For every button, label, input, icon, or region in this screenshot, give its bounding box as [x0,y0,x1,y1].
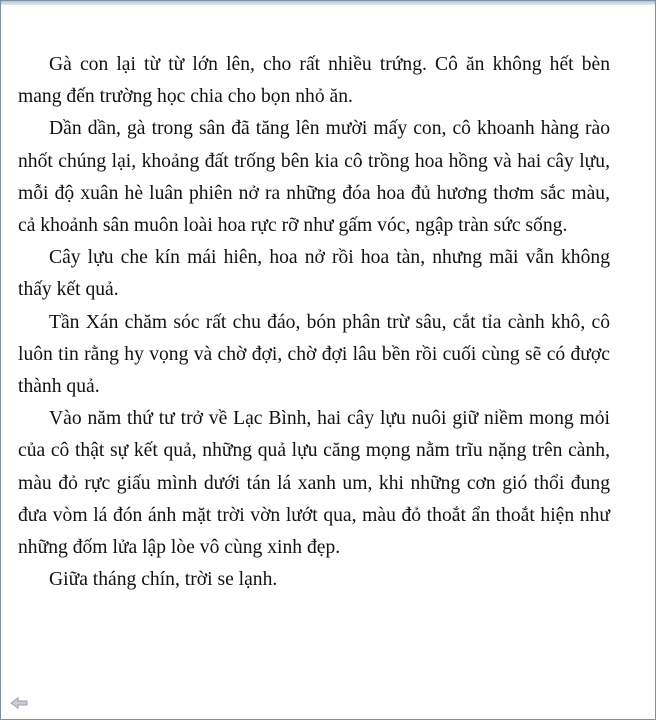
paragraph: Giữa tháng chín, trời se lạnh. [49,569,278,591]
back-arrow-icon[interactable] [10,696,28,708]
window-top-edge [1,1,655,5]
paragraph: Gà con lại từ từ lớn lên, cho rất nhiều trứng. Cô ăn không hết bèn mang đến trường học chia cho bọn nhỏ ăn. [18,54,610,108]
back-arrow-glyph [10,697,28,709]
paragraph: Cây lựu che kín mái hiên, hoa nở rồi hoa tàn, nhưng mãi vẫn không thấy kết quả. [18,247,610,301]
paragraph: Dần dần, gà trong sân đã tăng lên mười mấy con, cô khoanh hàng rào nhốt chúng lại, khoảng đất trống bên kia cô trồng hoa hồng và hai cây lựu, mỗi độ xuân hè luân phiên nở ra những đóa hoa đủ hương thơm sắc màu, cả khoảnh sân muôn loài hoa rực rỡ như gấm vóc, ngập tràn sức sống. [18,118,610,237]
paragraph: Vào năm thứ tư trở về Lạc Bình, hai cây lựu nuôi giữ niềm mong mỏi của cô thật sự kết quả, những quả lựu căng mọng nằm trĩu nặng trên cành, màu đỏ rực giấu mình dưới tán lá xanh um, khi những cơn gió thổi đung đưa vòm lá đón ánh mặt trời vờn lướt qua, màu đỏ thoắt ẩn thoắt hiện như những đốm lửa lập lòe vô cùng xinh đẹp. [18,408,610,559]
document-body [18,49,610,596]
paragraph: Tần Xán chăm sóc rất chu đáo, bón phân trừ sâu, cắt tỉa cành khô, cô luôn tin rằng hy vọng và chờ đợi, chờ đợi lâu bền rồi cuối cùng sẽ có được thành quả. [18,311,610,398]
